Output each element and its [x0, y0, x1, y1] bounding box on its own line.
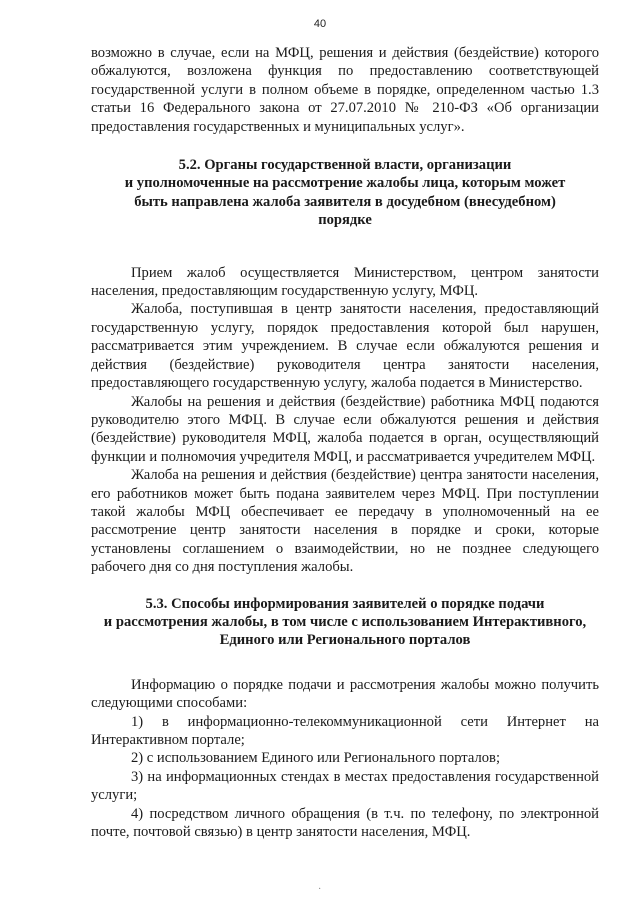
heading-line: 5.2. Органы государственной власти, организации: [178, 157, 512, 174]
section-5-3-list-item: 2) с использованием Единого или Регионального порталов;: [131, 750, 500, 767]
section-5-2-paragraph: Прием жалоб осуществляется Министерством, центром занятости населения, предоставляющим государственную услугу, МФЦ.: [91, 264, 599, 300]
section-5-3-heading: [91, 595, 599, 650]
section-5-3-list-item: 4) посредством личного обращения (в т.ч. по телефону, по электронной почте, почтовой связью) в центр занятости населения, МФЦ.: [91, 805, 599, 841]
heading-line: быть направлена жалоба заявителя в досудебном (внесудебном): [134, 193, 556, 210]
scan-speck: ·: [318, 884, 322, 895]
page-content: [91, 44, 599, 841]
section-5-3-list-item: 3) на информационных стендах в местах предоставления государственной услуги;: [91, 768, 599, 804]
section-5-2-paragraph: Жалоба на решения и действия (бездействие) центра занятости населения, его работников может быть подана заявителем через МФЦ. При поступлении такой жалобы МФЦ обеспечивает ее передачу в уполномоченный на ее рассмотрение центр занятости населения в порядке и сроки, которые установлены соглашением о взаимодействии, но не позднее следующего рабочего дня со дня поступления жалобы.: [91, 467, 599, 576]
page-number: 40: [313, 18, 327, 30]
heading-line: и уполномоченные на рассмотрение жалобы лица, которым может: [124, 175, 566, 192]
heading-line: Единого или Регионального порталов: [219, 632, 471, 649]
intro-paragraph: возможно в случае, если на МФЦ, решения и действия (бездействие) которого обжалуются, возложена функция по предоставлению соответствующей государственной услуги в полном объеме в порядке, определенном частью 1.3 статьи 16 Федерального закона от 27.07.2010 № 210-ФЗ «Об организации предоставления государственных и муниципальных услуг».: [91, 45, 599, 135]
heading-line: 5.3. Способы информирования заявителей о порядке подачи: [145, 595, 545, 612]
heading-line: порядке: [318, 212, 372, 229]
heading-line: и рассмотрения жалобы, в том числе с использованием Интерактивного,: [103, 613, 587, 630]
section-5-2-heading: [91, 156, 599, 230]
section-5-3-paragraph: Информацию о порядке подачи и рассмотрения жалобы можно получить следующими способами:: [91, 676, 599, 712]
section-5-2-paragraph: Жалобы на решения и действия (бездействие) работника МФЦ подаются руководителю этого МФЦ. В случае если обжалуются решения и действия (бездействие) руководителя МФЦ, жалоба подается в орган, осуществляющий функции и полномочия учредителя МФЦ, и рассматривается учредителем МФЦ.: [91, 393, 599, 465]
section-5-3-list-item: 1) в информационно-телекоммуникационной сети Интернет на Интерактивном портале;: [91, 713, 599, 748]
section-5-2-paragraph: Жалоба, поступившая в центр занятости населения, предоставляющий государственную услугу, порядок предоставления которой был нарушен, рассматривается этим учреждением. В случае если обжалуются решения и действия (бездействие) руководителя центра занятости населения, предоставляющего государственную услугу, жалоба подается в Министерство.: [91, 301, 599, 392]
